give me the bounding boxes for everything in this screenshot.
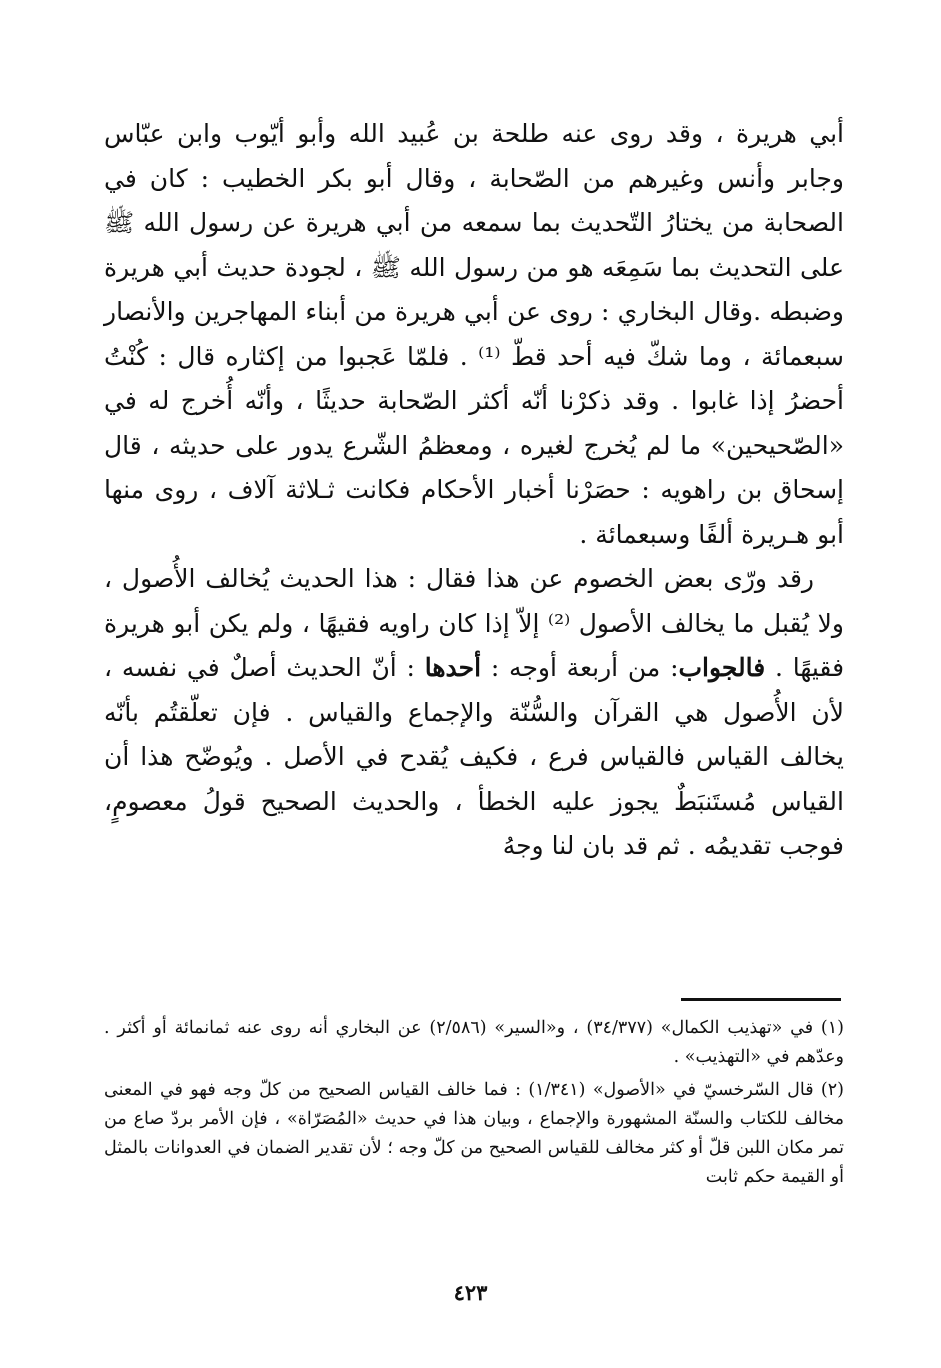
- page-number: ٤٢٣: [453, 1280, 488, 1305]
- footnotes: [104, 1014, 844, 1196]
- paragraph-2-text-b: : من أربعة أوجه :: [490, 653, 679, 682]
- first-point-heading: أحدها: [424, 653, 482, 682]
- paragraph-1: [104, 112, 844, 557]
- footnote-2: (٢) قال السّرخسيّ في «الأصول» (١/٣٤١) : فما خالف القياس الصحيح من كلّ وجه فهو في المعنى مخالف للكتاب والسنّة المشهورة والإجماع ، وبيان هذا في حديث «المُصَرّاة» ، فإن الأمر بردّ صاع من تمر مكان اللبن قلّ أو كثر مخالف للقياس الصحيح من كلّ وجه ؛ لأن تقدير الضمان في العدوانات بالمثل أو القيمة حكم ثابت: [104, 1080, 844, 1187]
- footnote-divider: [681, 998, 841, 1001]
- paragraph-2: [104, 557, 844, 869]
- main-text: [104, 112, 844, 869]
- paragraph-2-text-c: : أنّ الحديث أصلٌ في نفسه ، لأن الأُصول هي القرآن والسُّنّة والإجماع والقياس . فإن تعلّقتُم بأنّه يخالف القياس فالقياس فرع ، فكيف يُقدح في الأصل . ويُوضّح هذا أن القياس مُستَنبَطٌ يجوز عليه الخطأ ، والحديث الصحيح قولُ معصومٍ، فوجب تقديمُه . ثم قد بان لنا وجهُ: [104, 653, 844, 860]
- footnote-1: (١) في «تهذيب الكمال» (٣٤/٣٧٧) ، و«السير» (٢/٥٨٦) عن البخاري أنه روى عنه ثمانمائة أو أكثر . وعدّهم في «التهذيب» .: [104, 1018, 844, 1067]
- paragraph-2-text-a: رقد ورّى بعض الخصوم عن هذا فقال : هذا الحديث يُخالف الأُصول ، ولا يُقبل ما يخالف الأصول ⁽²⁾ إلاّ إذا كان راويه فقيهًا ، ولم يكن أبو هريرة فقيهًا .: [104, 564, 845, 682]
- paragraph-1-text: أبي هريرة ، وقد روى عنه طلحة بن عُبيد الله وأبو أيّوب وابن عبّاس وجابر وأنس وغيرهم من الصّحابة ، وقال أبو بكر الخطيب : كان في الصحابة من يختارُ التّحديث بما سمعه من أبي هريرة عن رسول الله ﷺ على التحديث بما سَمِعَه هو من رسول الله ﷺ ، لجودة حديث أبي هريرة وضبطه .وقال البخاري : روى عن أبي هريرة من أبناء المهاجرين والأنصار سبعمائة ، وما شكّ فيه أحد قطّ ⁽¹⁾ . فلمّا عَجبوا من إكثاره قال : كُنْتُ أحضرُ إذا غابوا . وقد ذكرْنا أنّه أكثر الصّحابة حديثًا ، وأنّه أُخرج له في «الصّحيحين» ما لم يُخرج لغيره ، ومعظمُ الشّرع يدور على حديثه ، قال إسحاق بن راهويه : حصَرْنا أخبار الأحكام فكانت ثـلاثة آلاف ، روى منها أبو هـريرة ألفًا وسبعمائة .: [104, 119, 844, 549]
- answer-heading: فالجواب: [678, 653, 766, 682]
